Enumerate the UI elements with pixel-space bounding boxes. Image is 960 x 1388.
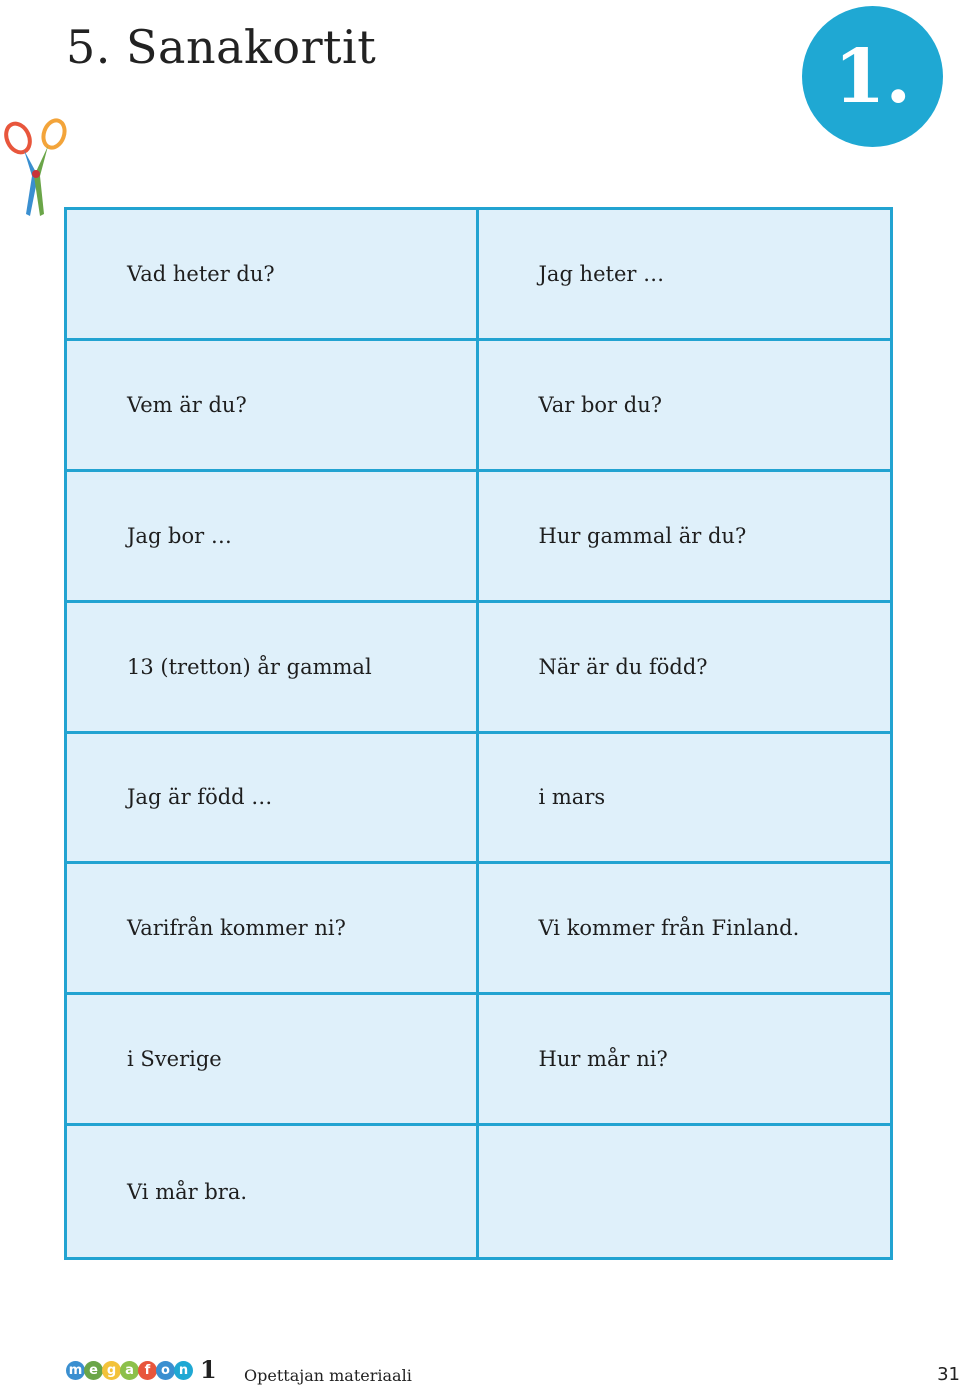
word-card-empty	[479, 1126, 891, 1257]
page-number: 31	[937, 1364, 960, 1385]
logo-letter: o	[156, 1361, 175, 1380]
logo-letter: f	[138, 1361, 157, 1380]
word-card: i Sverige	[67, 995, 479, 1126]
word-card: i mars	[479, 734, 891, 865]
footer-label: Opettajan materiaali	[244, 1366, 412, 1385]
word-card: Var bor du?	[479, 341, 891, 472]
word-card: Vem är du?	[67, 341, 479, 472]
logo-letter: m	[66, 1361, 85, 1380]
word-cards-grid	[64, 207, 893, 1260]
word-card: Vi mår bra.	[67, 1126, 479, 1257]
logo-number: 1	[200, 1355, 217, 1384]
word-card: Jag är född …	[67, 734, 479, 865]
word-card: Vad heter du?	[67, 210, 479, 341]
word-card: Hur mår ni?	[479, 995, 891, 1126]
logo-letter: e	[84, 1361, 103, 1380]
logo-letter: a	[120, 1361, 139, 1380]
footer	[64, 1355, 960, 1388]
logo-letter: g	[102, 1361, 121, 1380]
word-card: När är du född?	[479, 603, 891, 734]
scissors-icon	[0, 116, 72, 220]
logo-letter: n	[174, 1361, 193, 1380]
megafon-logo	[66, 1355, 217, 1384]
page-title: 5. Sanakortit	[66, 20, 377, 74]
word-card: 13 (tretton) år gammal	[67, 603, 479, 734]
word-card: Jag bor …	[67, 472, 479, 603]
word-card: Varifrån kommer ni?	[67, 864, 479, 995]
chapter-badge: 1.	[802, 6, 943, 147]
word-card: Jag heter …	[479, 210, 891, 341]
word-card: Vi kommer från Finland.	[479, 864, 891, 995]
word-card: Hur gammal är du?	[479, 472, 891, 603]
